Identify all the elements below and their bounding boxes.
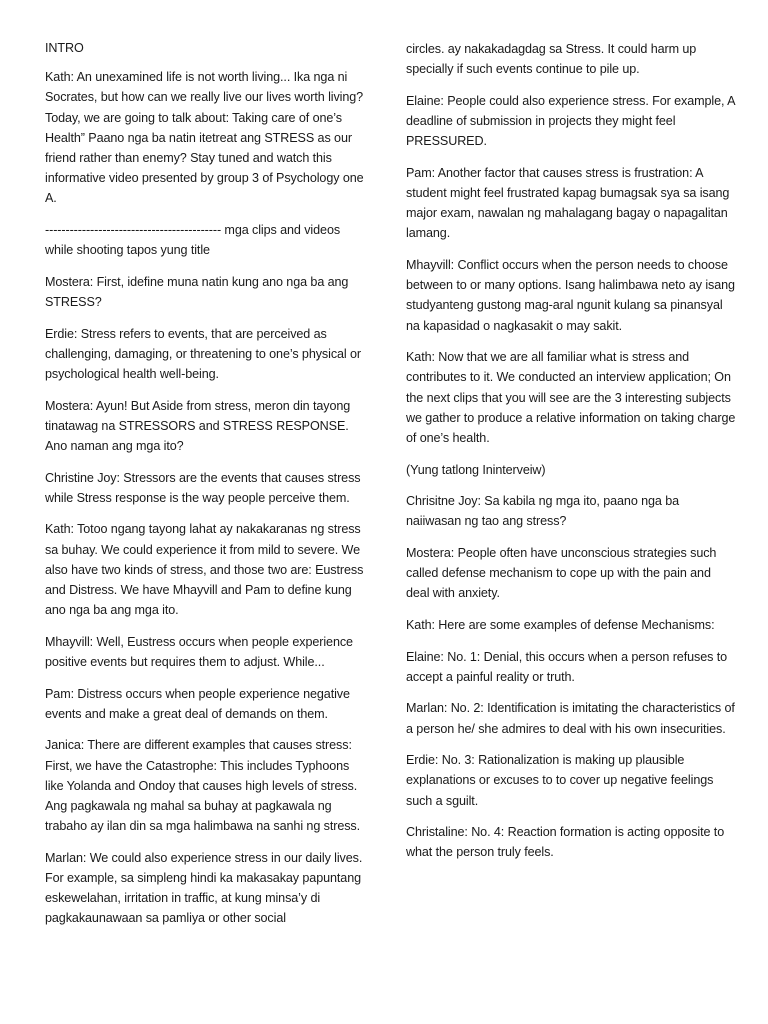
paragraph: (Yung tatlong Ininterveiw) (406, 462, 546, 477)
paragraph: Chrisitne Joy: Sa kabila ng mga ito, paano nga ba naiiwasan ng tao ang stress? (406, 494, 680, 529)
paragraph: circles. ay nakakadagdag sa Stress. It could harm up specially if such events continue to pile up. (406, 42, 697, 77)
paragraph: ------------------------------------------- mga clips and videos while shooting tapos yung title (45, 223, 341, 258)
paragraph: Pam: Distress occurs when people experience negative events and make a great deal of demands on them. (45, 686, 350, 721)
paragraph: Mostera: First, idefine muna natin kung ano nga ba ang STRESS? (45, 274, 349, 310)
paragraph: Christaline: No. 4: Reaction formation is acting opposite to what the person truly feels. (406, 825, 725, 860)
right-column (406, 39, 736, 874)
paragraph: Erdie: Stress refers to events, that are perceived as challenging, damaging, or threatening to one’s physical or psychological health well-being. (45, 326, 362, 382)
paragraph: Marlan: We could also experience stress in our daily lives. For example, sa simpleng hindi ka makasakay papuntang eskewelahan, irritation in traffic, at kung minsa’y di pagkakaunawaan sa pamliya or other social (45, 850, 363, 926)
paragraph: Elaine: People could also experience stress. For example, A deadline of submission in projects they might feel PRESSURED. (406, 93, 735, 149)
paragraph: Kath: Here are some examples of defense Mechanisms: (406, 618, 715, 632)
paragraph: Marlan: No. 2: Identification is imitating the characteristics of a person he/ she admires to deal with his own insecurities. (406, 701, 735, 736)
paragraph: Kath: Now that we are all familiar what is stress and contributes to it. We conducted an interview application; On the next clips that you will see are the 3 interesting subjects we gather to produce a relative information on taking charge of one’s health. (406, 350, 736, 446)
paragraph: Elaine: No. 1: Denial, this occurs when a person refuses to accept a painful reality or truth. (406, 649, 728, 684)
intro-heading: INTRO (45, 41, 84, 55)
paragraph: Mhayvill: Well, Eustress occurs when people experience positive events but requires them to adjust. While... (45, 634, 353, 670)
paragraph: Mhayvill: Conflict occurs when the person needs to choose between to or many options. Isang halimbawa neto ay isang studyanteng gustong mag-aral ngunit kulang sa pinansyal na kapasidad o nagkasakit o may sakit. (406, 258, 735, 333)
paragraph: Kath: Totoo ngang tayong lahat ay nakakaranas ng stress sa buhay. We could experience it from mild to severe. We also have two kinds of stress, and those two are: Eustress and Distress. We have Mhayvill and Pam to define kung ano nga ba ang mga ito. (45, 522, 364, 618)
paragraph: Kath: An unexamined life is not worth living... Ika nga ni Socrates, but how can we really live our lives worth living? Today, we are going to talk about: Taking care of one’s Health” Paano nga ba natin itetreat ang STRESS as our friend rather than enemy? Stay tuned and watch this informative video presented by group 3 of Psychology one A. (45, 70, 364, 206)
left-column (45, 38, 367, 940)
paragraph: Pam: Another factor that causes stress is frustration: A student might feel frustrated kapag bumagsak sya sa isang major exam, nawalan ng mahalagang bagay o napagalitan lamang. (406, 165, 730, 241)
paragraph: Erdie: No. 3: Rationalization is making up plausible explanations or excuses to to cover up negative feelings such a sguilt. (406, 753, 714, 808)
paragraph: Janica: There are different examples that causes stress: First, we have the Catastrophe: This includes Typhoons like Yolanda and Ondoy that causes high levels of stress. Ang pagkawala ng mahal sa buhay at pagkawala ng trabaho ay ilan din sa mga halimbawa na sanhi ng stress. (45, 738, 361, 834)
paragraph: Christine Joy: Stressors are the events that causes stress while Stress response is the way people perceive them. (45, 470, 361, 505)
paragraph: Mostera: People often have unconscious strategies such called defense mechanism to cope up with the pain and deal with anxiety. (406, 546, 717, 601)
paragraph: Mostera: Ayun! But Aside from stress, meron din tayong tinatawag na STRESSORS and STRESS RESPONSE. Ano naman ang mga ito? (45, 398, 351, 454)
